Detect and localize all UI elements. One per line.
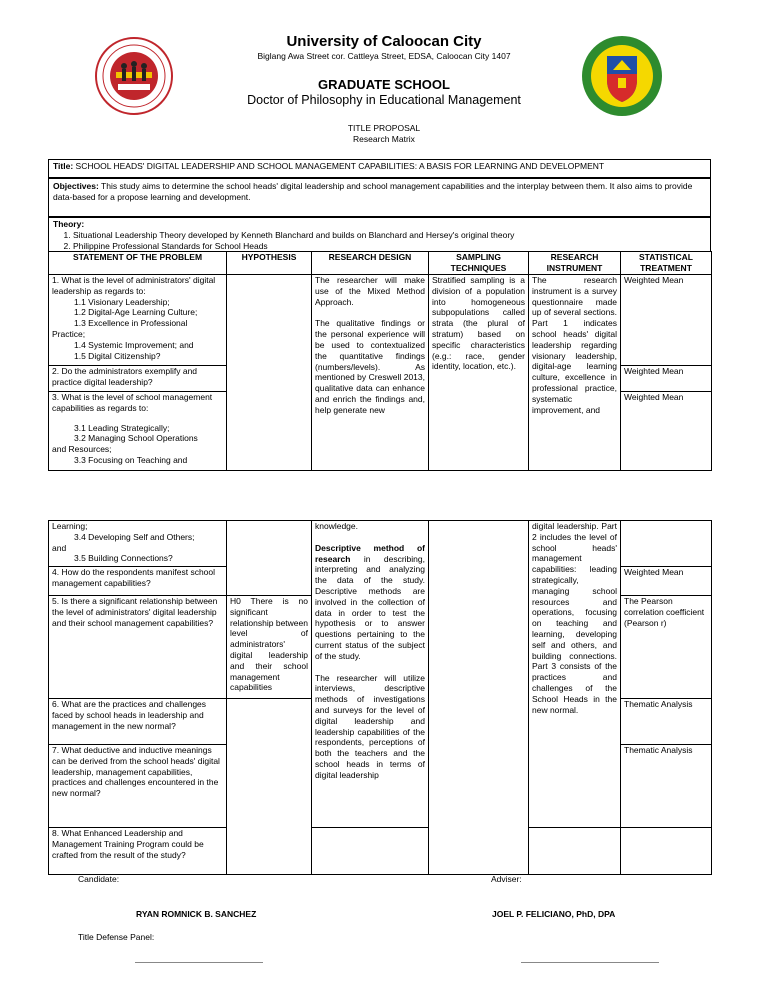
treatment-cell <box>621 521 712 567</box>
university-address: Biglang Awa Street cor. Cattleya Street, EDSA, Caloocan City 1407 <box>257 51 511 61</box>
problem-question: 1. What is the level of administrators' digital leadership as regards to: <box>52 275 216 296</box>
signature-line <box>521 962 659 963</box>
problem-cell <box>49 521 227 567</box>
treatment-cell: Thematic Analysis <box>621 745 712 828</box>
problem-subitem: 3.1 Leading Strategically; <box>74 422 170 433</box>
treatment-cell: Weighted Mean <box>621 392 712 471</box>
treatment-cell: The Pearson correlation coefficient (Pearson r) <box>621 596 712 699</box>
objectives-text: This study aims to determine the school heads' digital leadership and school management capabilities and the interplay between them. It also aims to provide data-based for a propose learning and development. <box>53 181 693 202</box>
design-method-label: Descriptive method of research <box>315 542 425 564</box>
design-method-text: in describing, interpreting and analyzing the data of the study. Descriptive methods are involved in the collection of data in order to test the hypothesis or to answer questions pertaining to the current status of the subject of the study. <box>315 553 425 661</box>
title-text: SCHOOL HEADS' DIGITAL LEADERSHIP AND SCHOOL MANAGEMENT CAPABILITIES: A BASIS FOR LEARNING AND DEVELOPMENT <box>75 161 605 171</box>
design-text: The researcher will utilize interviews, descriptive methods of investigations and surveys for the level of digital leadership and leadership capabilities of the respondents, perceptions of both the teachers and the school heads in terms of digital leadership <box>315 672 425 780</box>
table-row <box>49 275 712 366</box>
sampling-cell: Stratified sampling is a division of a population into homogeneous subpopulations called strata (the plural of stratum) based on specific characteristics (e.g.: race, gender identity, location, etc.). <box>429 275 529 471</box>
school-name: GRADUATE SCHOOL <box>318 77 450 92</box>
problem-cell <box>49 275 227 366</box>
problem-subitem: 1.3 Excellence in Professional <box>74 318 188 329</box>
problem-subitem: Practice; <box>52 328 86 339</box>
problem-cell: 4. How do the respondents manifest school management capabilities? <box>49 567 227 596</box>
problem-subitem: Learning; <box>52 521 88 531</box>
sampling-cell <box>429 521 529 875</box>
problem-subitem: 3.3 Focusing on Teaching and <box>74 454 188 465</box>
design-text: The researcher will make use of the Mixed Method Approach. <box>315 275 425 307</box>
theory-item: 1. Situational Leadership Theory developed by Kenneth Blanchard and builds on Blanchard and Hersey's original theory <box>73 230 706 241</box>
hypothesis-cell <box>227 521 312 596</box>
doc-type-label: TITLE PROPOSAL <box>347 123 421 133</box>
table-row <box>49 521 712 567</box>
problem-cell <box>49 392 227 471</box>
title-row <box>48 159 711 178</box>
problem-question: 3. What is the level of school management capabilities as regards to: <box>52 392 213 413</box>
design-cell <box>312 275 429 471</box>
research-matrix-page1 <box>48 251 712 471</box>
problem-subitem: 1.4 Systemic Improvement; and <box>74 339 194 350</box>
problem-cell: 5. Is there a significant relationship between the level of administrators' digital leadership and their school management capabilities? <box>49 596 227 699</box>
col-header: STATISTICAL TREATMENT <box>621 252 712 275</box>
signature-line <box>135 962 263 963</box>
candidate-label: Candidate: <box>78 874 120 884</box>
hypothesis-cell <box>227 699 312 875</box>
col-header: HYPOTHESIS <box>227 252 312 275</box>
program-name: Doctor of Philosophy in Educational Management <box>247 93 521 107</box>
problem-subitem: and Resources; <box>52 444 112 455</box>
table-row <box>49 828 712 875</box>
matrix-header-row <box>49 252 712 275</box>
hypothesis-cell: H0 There is no significant relationship between level of administrators' digital leadership and their school management capabilities <box>227 596 312 699</box>
design-text <box>315 543 425 662</box>
design-text: The qualitative findings or the personal experience will be used to contextualized the quantitative findings (numbers/levels). As mentioned by Creswell 2013, qualitative data can enhance and enrich the findings and, help generate new <box>315 318 425 415</box>
treatment-cell: Weighted Mean <box>621 366 712 392</box>
treatment-cell: Weighted Mean <box>621 275 712 366</box>
doc-subtype-label: Research Matrix <box>353 134 415 144</box>
treatment-cell <box>621 828 712 875</box>
col-header: SAMPLING TECHNIQUES <box>429 252 529 275</box>
instrument-cell: The research instrument is a survey questionnaire made up of several sections. Part 1 indicates school heads' digital leadership regarding visionary leadership, digital-age learning culture, excellence in professional practice, systematic improvement, and <box>529 275 621 471</box>
problem-subitem: 1.2 Digital-Age Learning Culture; <box>74 307 198 318</box>
design-text: knowledge. <box>315 521 359 531</box>
problem-subitem: 3.4 Developing Self and Others; <box>74 531 195 542</box>
instrument-cell <box>529 828 621 875</box>
problem-subitem: 1.5 Digital Citizenship? <box>74 350 161 361</box>
problem-subitem: 3.2 Managing School Operations <box>74 433 198 444</box>
document-type <box>0 123 768 145</box>
problem-subitem: and <box>52 542 67 553</box>
objectives-row <box>48 178 711 217</box>
problem-subitem: 1.1 Visionary Leadership; <box>74 296 170 307</box>
treatment-cell: Thematic Analysis <box>621 699 712 745</box>
instrument-cell: digital leadership. Part 2 includes the level of school heads' management capabilities: leading strategically, managing school resources and operations, focusing on teaching and learning, developing self and others, and building connections. Part 3 consists of the practices and challenges of the School Heads in the new normal. <box>529 521 621 828</box>
title-label: Title: <box>53 161 74 171</box>
objectives-label: Objectives: <box>53 181 99 191</box>
col-header: RESEARCH INSTRUMENT <box>529 252 621 275</box>
theory-list <box>73 230 706 252</box>
research-matrix-page2 <box>48 520 712 875</box>
theory-item: 2. Philippine Professional Standards for School Heads <box>73 241 706 252</box>
treatment-cell: Weighted Mean <box>621 567 712 596</box>
panel-label: Title Defense Panel: <box>78 932 155 942</box>
document-header <box>0 0 768 160</box>
adviser-label: Adviser: <box>491 874 522 884</box>
problem-cell: 7. What deductive and inductive meanings can be derived from the school heads' digital leadership, management capabilities, practices and challenges encountered in the new normal? <box>49 745 227 828</box>
theory-label: Theory: <box>53 219 85 229</box>
problem-cell: 6. What are the practices and challenges faced by school heads in leadership and management in the new normal? <box>49 699 227 745</box>
university-name: University of Caloocan City <box>286 33 482 50</box>
design-cell <box>312 828 429 875</box>
theory-row <box>48 217 711 251</box>
problem-cell: 2. Do the administrators exemplify and practice digital leadership? <box>49 366 227 392</box>
col-header: STATEMENT OF THE PROBLEM <box>49 252 227 275</box>
candidate-name: RYAN ROMNICK B. SANCHEZ <box>136 909 257 919</box>
col-header: RESEARCH DESIGN <box>312 252 429 275</box>
problem-subitem: 3.5 Building Connections? <box>74 553 173 564</box>
problem-cell: 8. What Enhanced Leadership and Management Training Program could be crafted from the result of the study? <box>49 828 227 875</box>
adviser-name: JOEL P. FELICIANO, PhD, DPA <box>492 909 616 919</box>
design-cell <box>312 521 429 828</box>
hypothesis-cell <box>227 275 312 471</box>
